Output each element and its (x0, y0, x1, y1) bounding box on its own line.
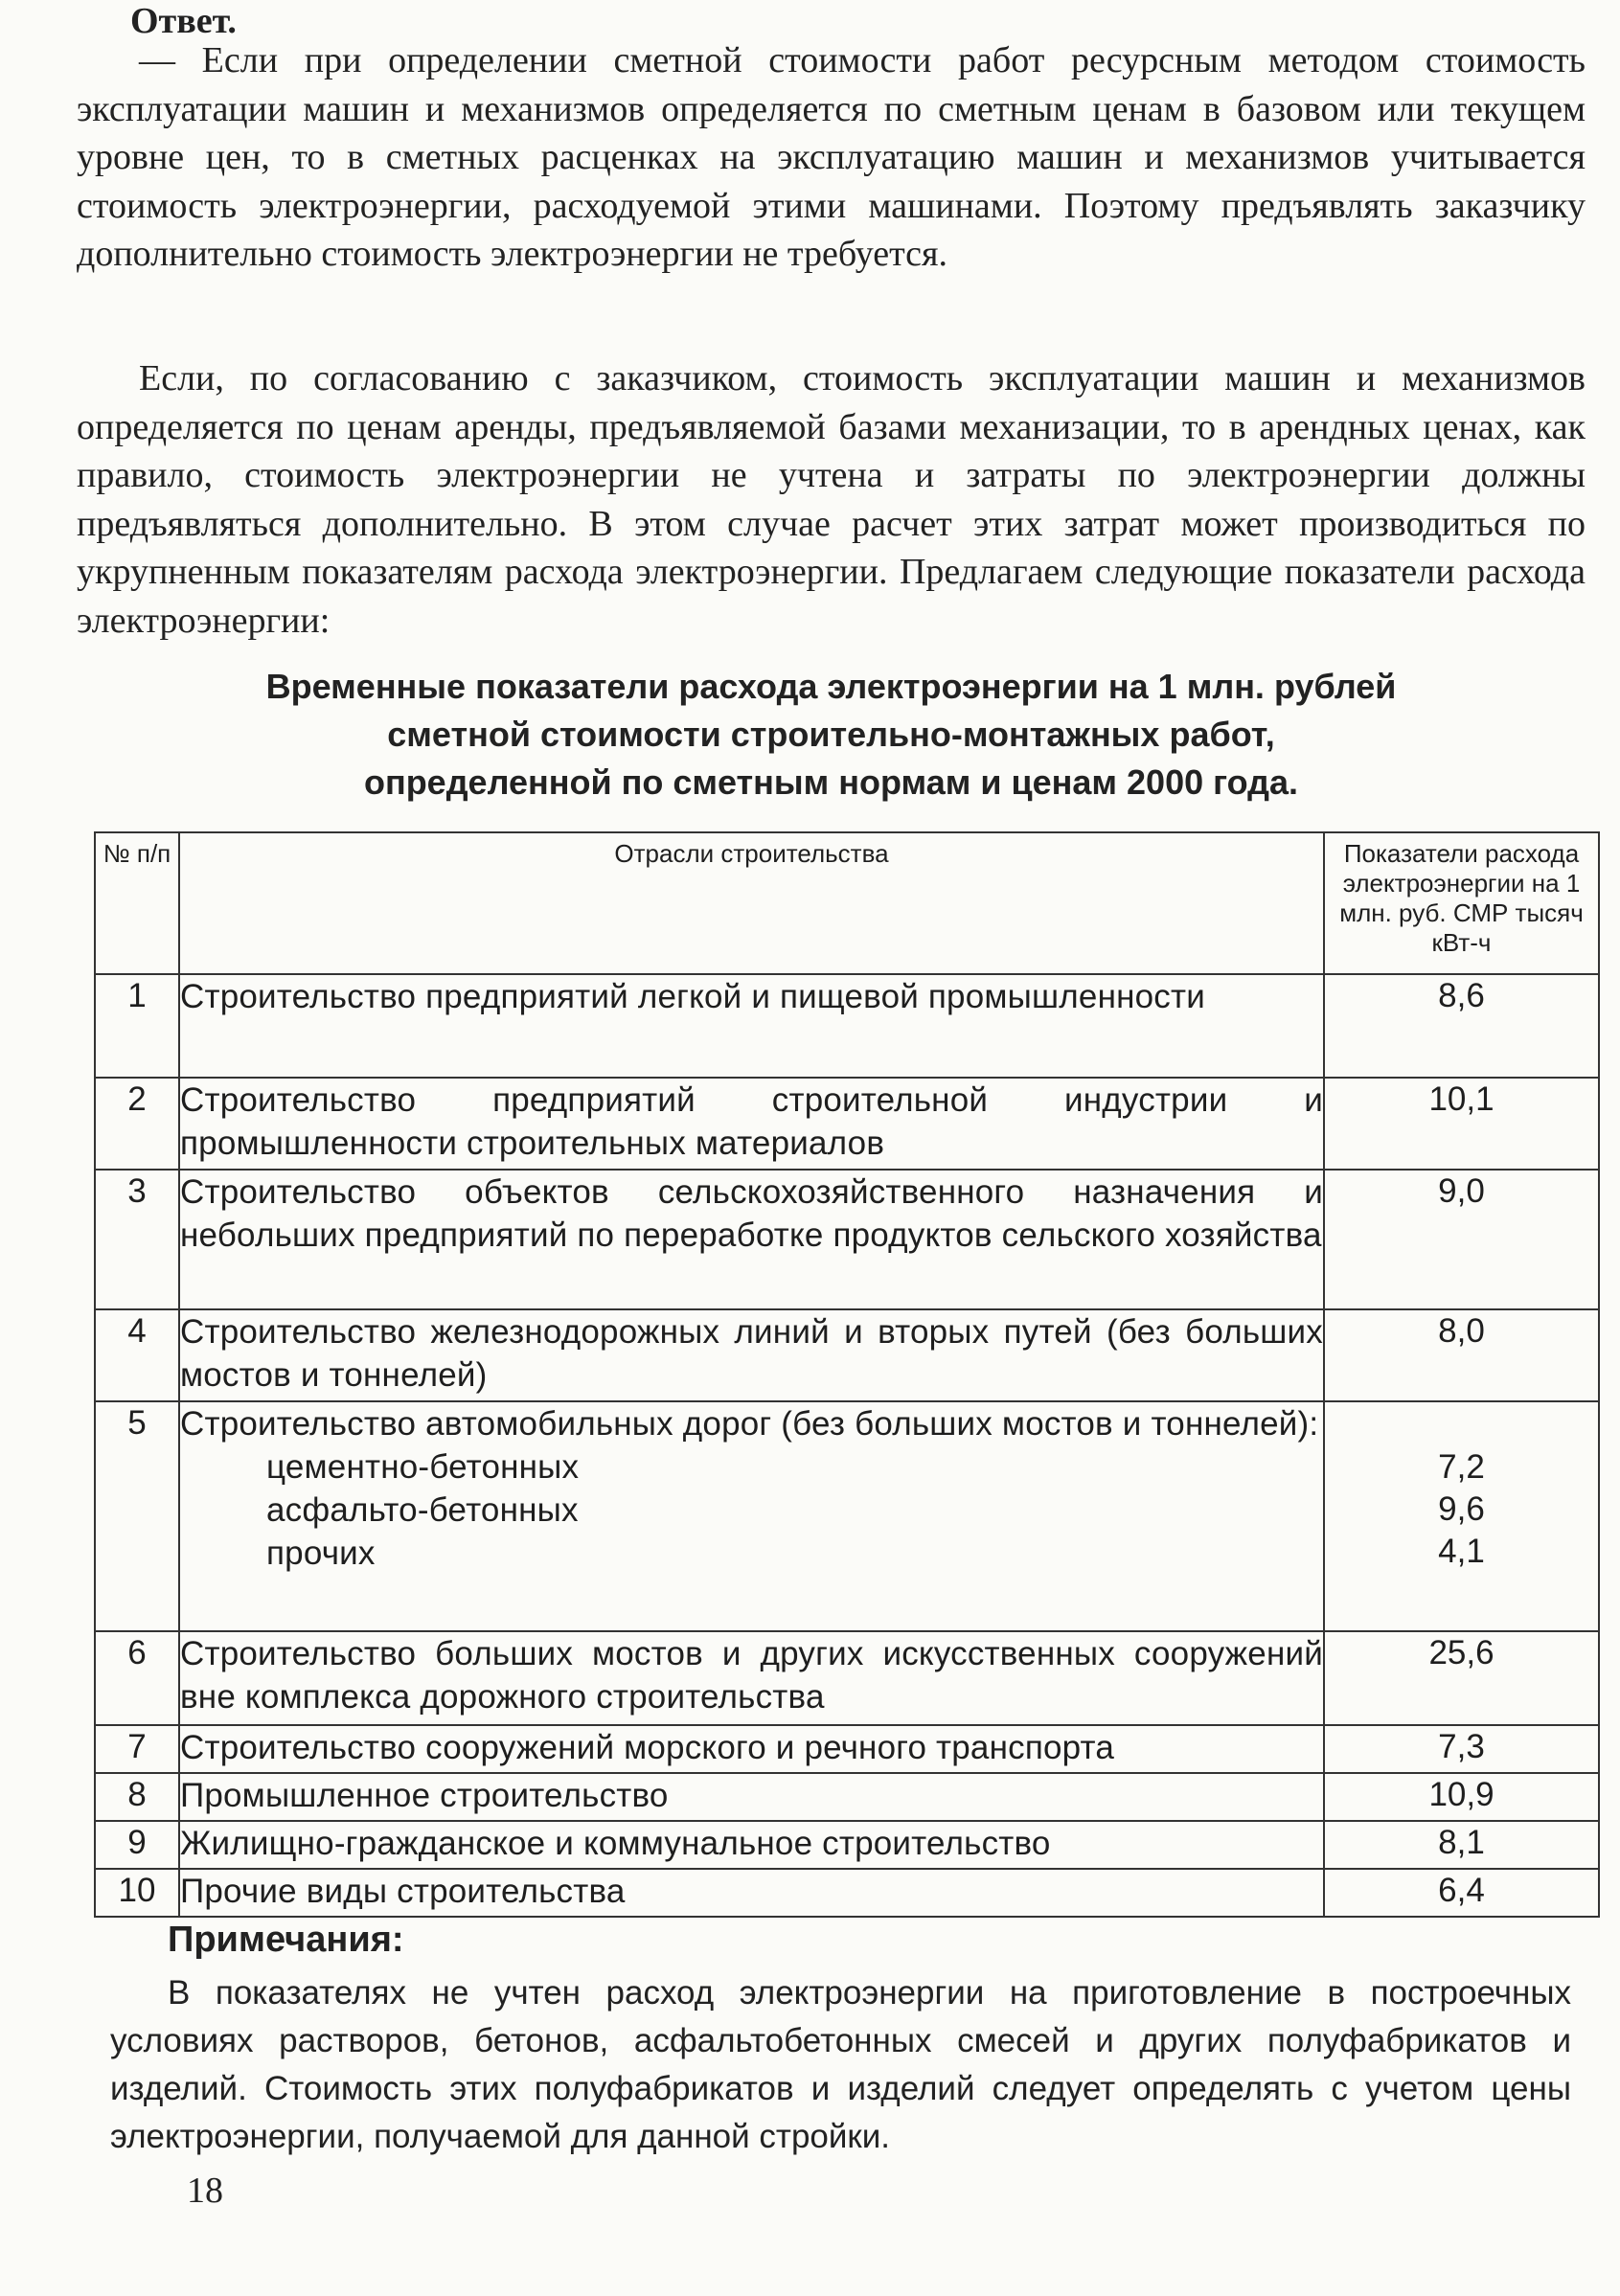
table-title-line-2: сметной стоимости строительно-монтажных работ, (387, 715, 1275, 754)
row-rate: 10,9 (1324, 1773, 1599, 1821)
row-industry: Промышленное строительство (179, 1773, 1324, 1821)
row-rate: 7,3 (1324, 1725, 1599, 1773)
row-industry: Строительство железнодорожных линий и вторых путей (без больших мостов и тоннелей) (179, 1309, 1324, 1401)
table-row (95, 1821, 1599, 1869)
row-subtype: прочих (266, 1534, 376, 1572)
paragraph-2: Если, по согласованию с заказчиком, стоимость эксплуатации машин и механизмов определяется по ценам аренды, предъявляемой базами механизации, то в арендных ценах, как правило, стоимость электроэнергии не учтена и затраты по электроэнергии должны предъявляться дополнительно. В этом случае расчет этих затрат может производиться по укрупненным показателям расхода электроэнергии. Предлагаем следующие показатели расхода электроэнергии: (77, 358, 1586, 641)
table-row (95, 1170, 1599, 1309)
row-rate: 8,6 (1324, 974, 1599, 1078)
notes-heading: Примечания: (168, 1920, 404, 1960)
table-row (95, 1773, 1599, 1821)
row-industry: Строительство сооружений морского и речного транспорта (179, 1725, 1324, 1773)
row-industry: Строительство предприятий строительной индустрии и промышленности строительных материалов (179, 1078, 1324, 1170)
page-number: 18 (187, 2171, 223, 2211)
row-industry: Строительство предприятий легкой и пищевой промышленности (179, 974, 1324, 1078)
table-row (95, 1309, 1599, 1401)
table-row (95, 1631, 1599, 1725)
row-number: 6 (95, 1631, 179, 1725)
row-industry: Строительство объектов сельскохозяйственного назначения и небольших предприятий по переработке продуктов сельского хозяйства (179, 1170, 1324, 1309)
electricity-rates-table (94, 831, 1600, 1918)
row-number: 8 (95, 1773, 179, 1821)
row-rate (1324, 1401, 1599, 1631)
row-number: 2 (95, 1078, 179, 1170)
row-industry: Строительство больших мостов и других искусственных сооружений вне комплекса дорожного строительства (179, 1631, 1324, 1725)
column-header-number: № п/п (95, 832, 179, 974)
row-industry-main: Строительство автомобильных дорог (без больших мостов и тоннелей): (180, 1405, 1319, 1443)
row-industry: Жилищно-гражданское и коммунальное строительство (179, 1821, 1324, 1869)
row-subtype: цементно-бетонных (266, 1448, 580, 1486)
row-number: 1 (95, 974, 179, 1078)
row-rate-sub: 4,1 (1438, 1533, 1485, 1570)
notes-text: В показателях не учтен расход электроэнергии на приготовление в построечных условиях растворов, бетонов, асфальтобетонных смесей и других полуфабрикатов и изделий. Стоимость этих полуфабрикатов и изделий следует определять с учетом цены электроэнергии, получаемой для данной стройки. (110, 1974, 1571, 2155)
row-rate: 9,0 (1324, 1170, 1599, 1309)
row-number: 9 (95, 1821, 179, 1869)
table-header-row (95, 832, 1599, 974)
column-header-rate: Показатели расхода электроэнергии на 1 млн. руб. СМР тысяч кВт-ч (1324, 832, 1599, 974)
row-rate: 8,1 (1324, 1821, 1599, 1869)
answer-heading: Ответ. (130, 1, 237, 41)
table-title-line-3: определенной по сметным нормам и ценам 2000 года. (363, 762, 1299, 802)
row-rate: 8,0 (1324, 1309, 1599, 1401)
row-number: 4 (95, 1309, 179, 1401)
row-rate-sub: 9,6 (1438, 1490, 1485, 1528)
table-row (95, 974, 1599, 1078)
row-industry: Прочие виды строительства (179, 1869, 1324, 1917)
row-number: 5 (95, 1401, 179, 1631)
row-subtype: асфальто-бетонных (266, 1491, 579, 1529)
table-title (77, 663, 1586, 807)
row-rate-sub: 7,2 (1438, 1448, 1485, 1486)
paragraph-1: — Если при определении сметной стоимости работ ресурсным методом стоимость эксплуатации машин и механизмов определяется по сметным ценам в базовом или текущем уровне цен, то в сметных расценках на эксплуатацию машин и механизмов учитывается стоимость электроэнергии, расходуемой этими машинами. Поэтому предъявлять заказчику дополнительно стоимость электроэнергии не требуется. (77, 40, 1586, 274)
row-number: 7 (95, 1725, 179, 1773)
column-header-industry: Отрасли строительства (179, 832, 1324, 974)
table-row (95, 1725, 1599, 1773)
row-number: 3 (95, 1170, 179, 1309)
row-rate: 6,4 (1324, 1869, 1599, 1917)
row-rate: 25,6 (1324, 1631, 1599, 1725)
table-row (95, 1869, 1599, 1917)
row-industry (179, 1401, 1324, 1631)
table-row (95, 1078, 1599, 1170)
row-rate: 10,1 (1324, 1078, 1599, 1170)
table-title-line-1: Временные показатели расхода электроэнергии на 1 млн. рублей (265, 667, 1397, 706)
table-row (95, 1401, 1599, 1631)
row-number: 10 (95, 1869, 179, 1917)
